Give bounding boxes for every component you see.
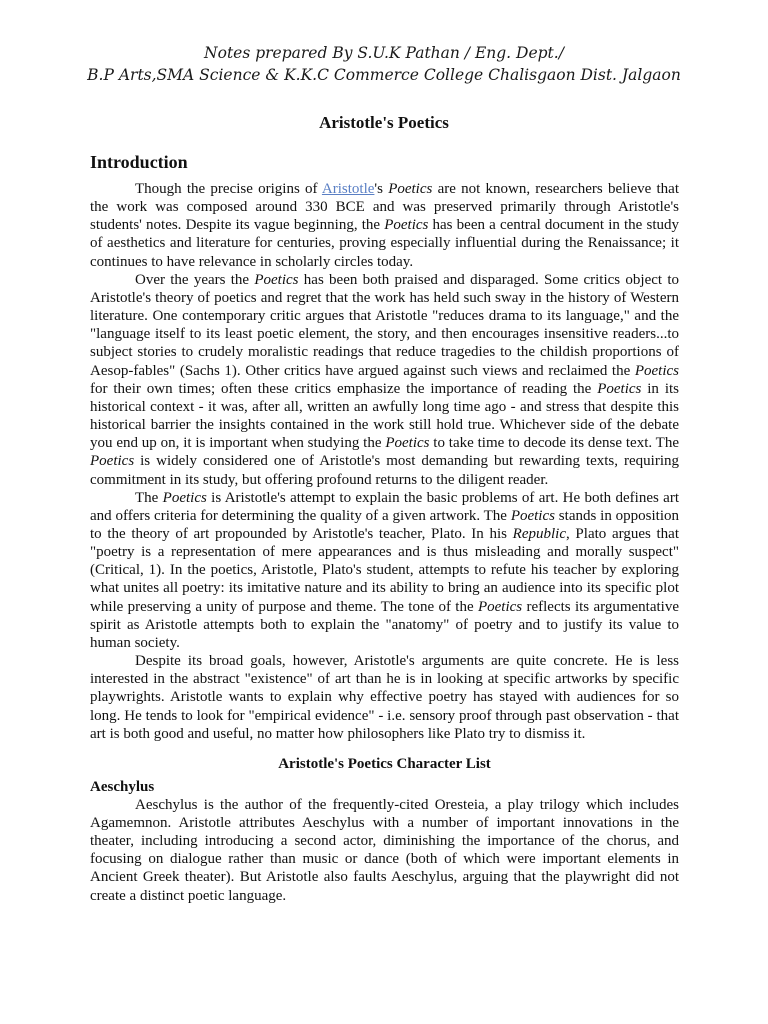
paragraph-1: Though the precise origins of Aristotle's Poetics are not known, researchers believe that the work was composed around 330 BCE and was preserved primarily through Aristotle's students' notes. Despite its vague beginning, the Poetics has been a central document in the study of aesthetics and literature for centuries, proving especially influential during the Renaissance; it continues to have relevance in scholarly circles today. — [90, 181, 679, 270]
header-line-1: Notes prepared By S.U.K Pathan / Eng. Dept./ — [204, 44, 564, 62]
paragraph-3: The Poetics is Aristotle's attempt to explain the basic problems of art. He both defines art and offers criteria for determining the quality of a given artwork. The Poetics stands in opposition to the theory of art propounded by Aristotle's teacher, Plato. In his Republic, Plato argues that "poetry is a representation of mere appearances and is thus misleading and morally suspect" (Critical, 1). In the poetics, Aristotle, Plato's student, attempts to refute his teacher by exploring what unites all poetry: its imitative nature and its ability to bring an audience into its specific plot while preserving a unity of purpose and theme. The tone of the Poetics reflects its argumentative spirit as Aristotle attempts both to explain the "anatomy" of poetry and to justify its value to human society. — [90, 489, 679, 651]
character-description: Aeschylus is the author of the frequently-cited Oresteia, a play trilogy which includes Agamemnon. Aristotle attributes Aeschylus with a number of important innovations in the theater, including introducing a second actor, diminishing the importance of the chorus, and focusing on dialogue rather than music or dance (both of which were important elements in Ancient Greek theater). But Aristotle also faults Aeschylus, arguing that the playwright did not create a distinct poetic language. — [90, 796, 679, 904]
character-list-heading: Aristotle's Poetics Character List — [278, 755, 491, 772]
character-name: Aeschylus — [90, 778, 155, 795]
header-line-2: B.P Arts,SMA Science & K.K.C Commerce College Chalisgaon Dist. Jalgaon — [87, 66, 681, 84]
body-text — [90, 180, 679, 905]
page-header — [0, 42, 768, 86]
poetics-title-italic: Poetics — [388, 181, 433, 197]
paragraph-2: Over the years the Poetics has been both praised and disparaged. Some critics object to Aristotle's theory of poetics and regret that the work has held such sway in the history of Western literature. One contemporary critic argues that Aristotle "reduces drama to its language," and the "language itself to its least poetic element, the story, and then encourages insensitive readers...to subject stories to crudely moralistic readings that reduce tragedies to the childish proportions of Aesop-fables" (Sachs 1). Other critics have argued against such views and reclaimed the Poetics for their own times; often these critics emphasize the importance of reading the Poetics in its historical context - it was, after all, written an awfully long time ago - and stress that despite this historical barrier the insights contained in the work still hold true. Whichever side of the debate you end up on, it is important when studying the Poetics to take time to decode its dense text. The Poetics is widely considered one of Aristotle's most demanding but rewarding texts, requiring commitment in its study, but offering profound returns to the diligent reader. — [90, 271, 679, 488]
aristotle-link[interactable]: Aristotle — [321, 181, 375, 197]
document-title: Aristotle's Poetics — [319, 113, 449, 132]
introduction-heading: Introduction — [90, 152, 188, 172]
paragraph-4: Despite its broad goals, however, Aristotle's arguments are quite concrete. He is less interested in the abstract "existence" of art than he is in looking at specific artworks by specific playwrights. Aristotle wants to explain why effective poetry has stayed with audiences for so long. He tends to look for "empirical evidence" - i.e. sensory proof through past observation - that art is both good and useful, no matter how philosophers like Plato try to dismiss it. — [90, 653, 679, 742]
